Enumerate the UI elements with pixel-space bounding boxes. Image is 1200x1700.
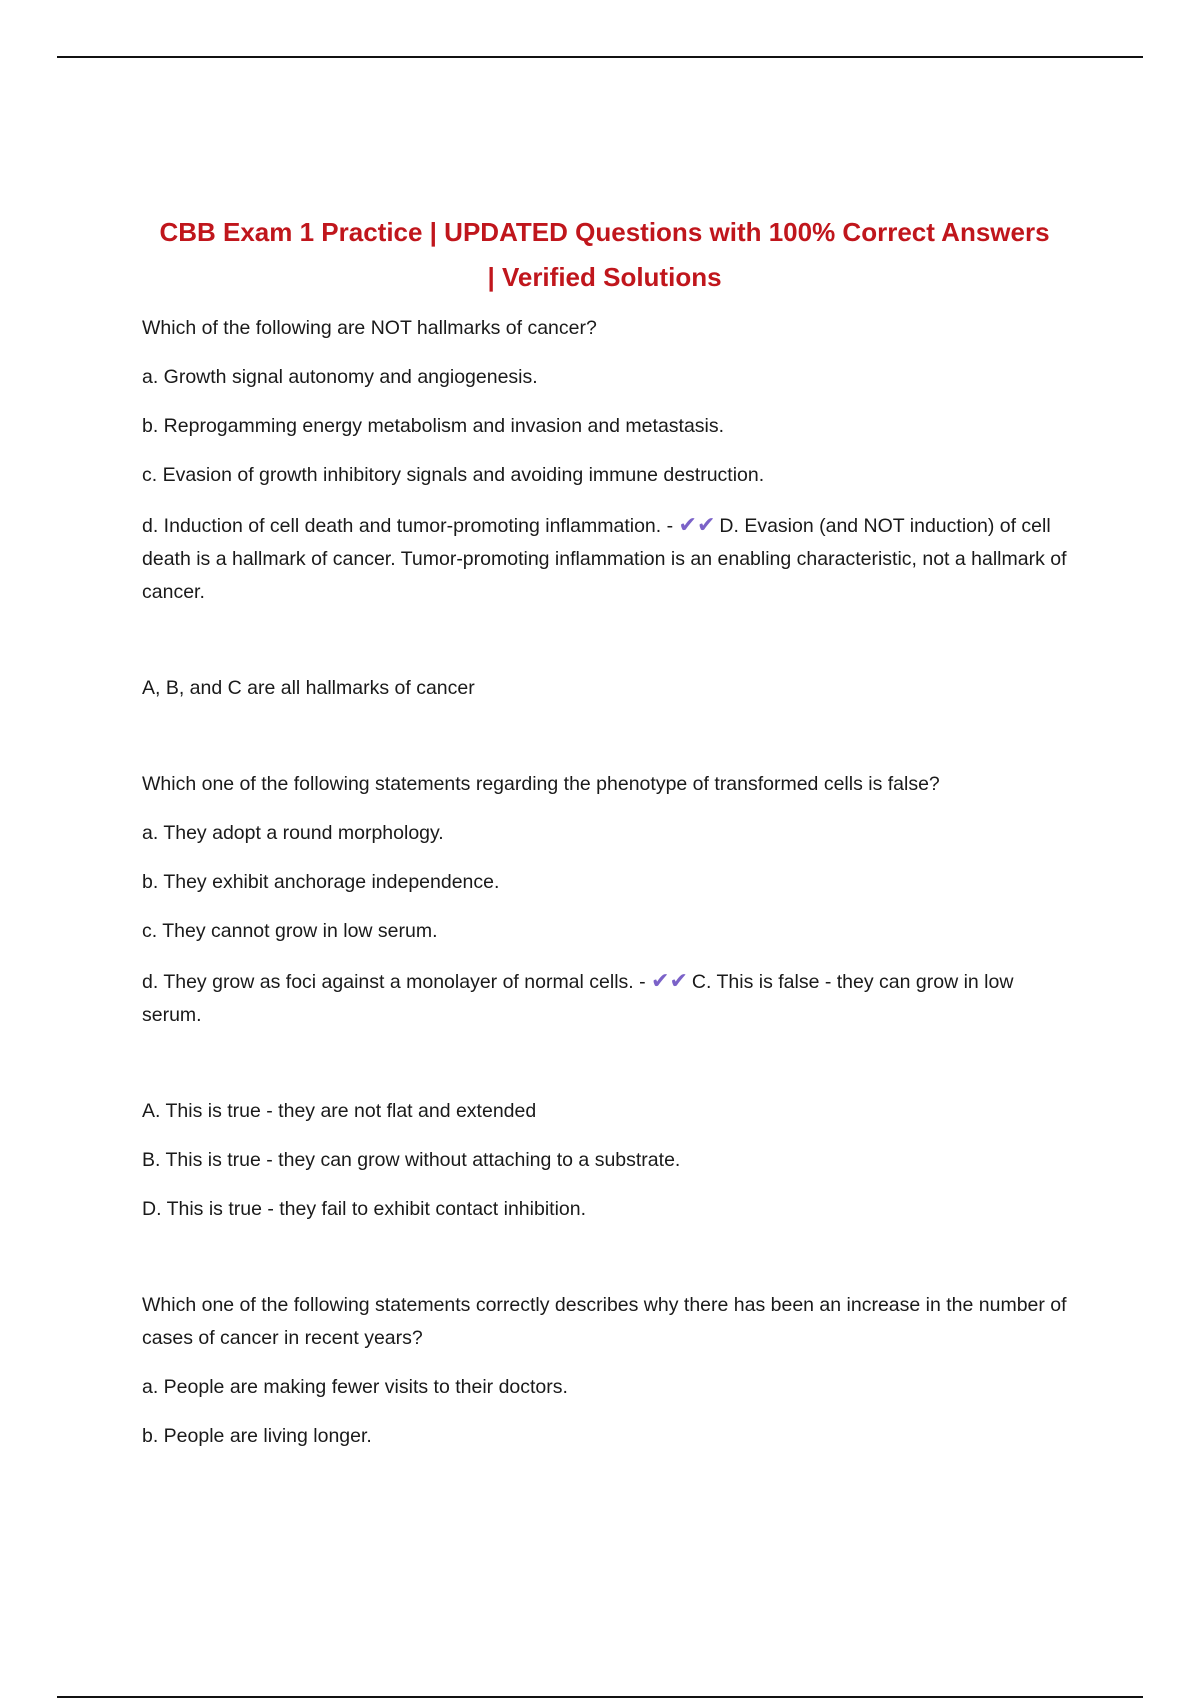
question-2-note-b: B. This is true - they can grow without attaching to a substrate. (142, 1149, 681, 1171)
double-checkmark-icon: ✔✔ (651, 968, 688, 993)
question-2-option-d-with-answer (142, 964, 1067, 1032)
title-line-1: CBB Exam 1 Practice | UPDATED Questions with 100% Correct Answers (159, 217, 1050, 247)
document-title (142, 210, 1067, 300)
document-body (142, 210, 1067, 1453)
question-2-answer: C. This is false - they can grow in low serum. (142, 971, 1014, 1026)
question-1-option-d-with-answer (142, 508, 1067, 609)
top-rule (57, 56, 1143, 58)
question-2-option-a: a. They adopt a round morphology. (142, 822, 444, 844)
question-1-text: Which of the following are NOT hallmarks of cancer? (142, 317, 597, 339)
double-checkmark-icon: ✔✔ (678, 512, 716, 537)
question-3-option-a: a. People are making fewer visits to their doctors. (142, 1376, 568, 1398)
question-2-option-c: c. They cannot grow in low serum. (142, 920, 438, 942)
question-1-option-a: a. Growth signal autonomy and angiogenesis. (142, 366, 538, 388)
question-3-text: Which one of the following statements correctly describes why there has been an increase in the number of cases of cancer in recent years? (142, 1294, 1067, 1349)
question-1-note: A, B, and C are all hallmarks of cancer (142, 677, 475, 699)
question-2-text: Which one of the following statements regarding the phenotype of transformed cells is false? (142, 773, 940, 795)
question-2-note-a: A. This is true - they are not flat and extended (142, 1100, 537, 1122)
question-1-answer: D. Evasion (and NOT induction) of cell death is a hallmark of cancer. Tumor-promoting inflammation is an enabling characteristic, not a hallmark of cancer. (142, 515, 1067, 603)
question-2-note-d: D. This is true - they fail to exhibit contact inhibition. (142, 1198, 587, 1220)
question-3-option-b: b. People are living longer. (142, 1425, 372, 1447)
question-1-option-c: c. Evasion of growth inhibitory signals and avoiding immune destruction. (142, 464, 765, 486)
question-2-option-b: b. They exhibit anchorage independence. (142, 871, 500, 893)
bottom-rule (57, 1696, 1143, 1698)
question-2-option-d: d. They grow as foci against a monolayer of normal cells. - (142, 971, 652, 993)
question-1-option-b: b. Reprogamming energy metabolism and invasion and metastasis. (142, 415, 725, 437)
question-1-option-d: d. Induction of cell death and tumor-promoting inflammation. - (142, 515, 679, 537)
title-line-2: | Verified Solutions (487, 262, 722, 292)
